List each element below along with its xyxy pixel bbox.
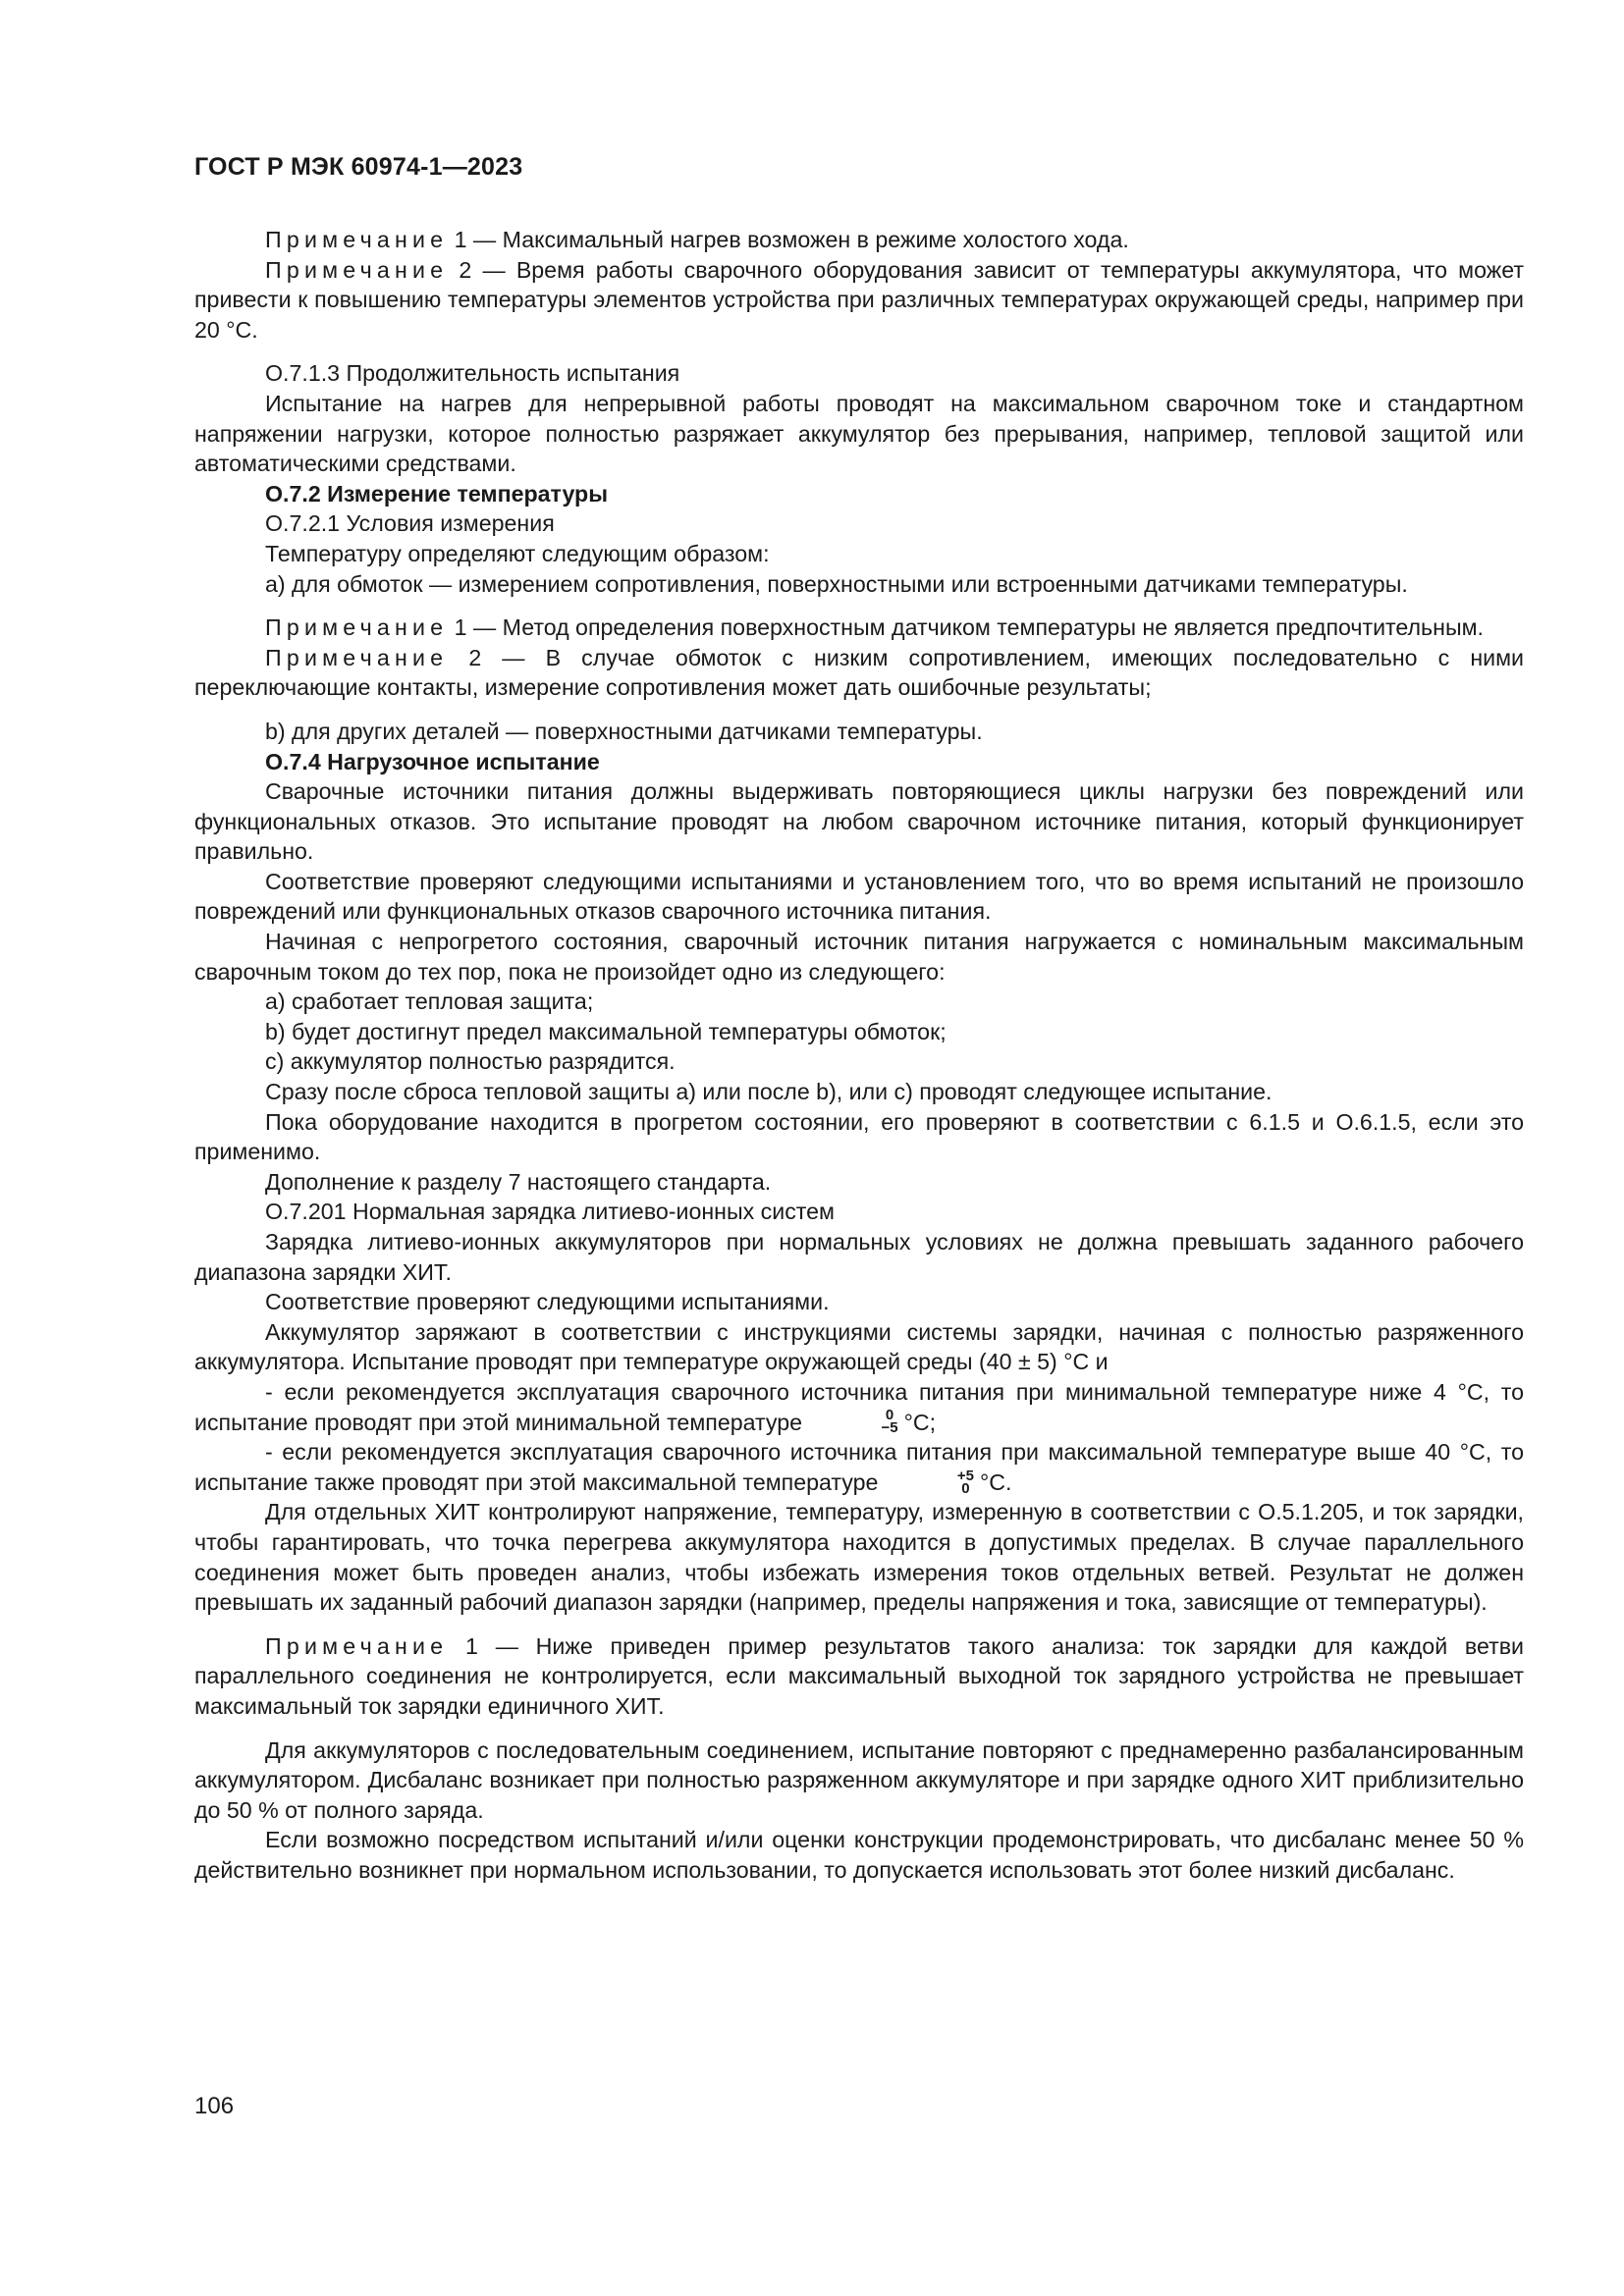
section-title: О.7.201 Нормальная зарядка литиево-ионных систем [265, 1199, 835, 1225]
paragraph: Для аккумуляторов с последовательным соединением, испытание повторяют с преднамеренно разбалансированным аккумулятором. Дисбаланс возникает при полностью разряженном аккумуляторе и при зарядке одного ХИТ приблизительно до 50 % от полного заряда. [194, 1736, 1524, 1823]
document-body [194, 225, 1524, 1885]
document-header: ГОСТ Р МЭК 60974-1—2023 [194, 153, 523, 181]
note-number: 2 — [459, 256, 516, 283]
list-item: а) для обмоток — измерением сопротивления, поверхностными или встроенными датчиками температуры. [265, 570, 1408, 597]
note-text: Ниже приведен пример результатов такого анализа: ток зарядки для каждой ветви параллельного соединения не контролируется, если максимальный выходной ток зарядного устройства не превышает максимальный ток зарядки единичного ХИТ. [194, 1632, 1525, 1719]
note-label: Примечание [265, 644, 449, 670]
note-text: В случае обмоток с низким сопротивлением, имеющих последовательно с ними переключающие контакты, измерение сопротивления может дать ошибочные результаты; [194, 644, 1524, 701]
dash-item [194, 1377, 1524, 1437]
note-text: Время работы сварочного оборудования зависит от температуры аккумулятора, что может привести к повышению температуры элементов устройства при различных температурах окружающей среды, например при 20 °С. [194, 256, 1524, 343]
tolerance-upper: 0 [885, 1407, 894, 1424]
page-number: 106 [194, 2093, 235, 2119]
tolerance-lower: 0 [961, 1479, 970, 1497]
list-item: b) будет достигнут предел максимальной температуры обмоток; [265, 1018, 947, 1044]
list-item: с) аккумулятор полностью разрядится. [265, 1048, 676, 1075]
note-label: Примечание [265, 256, 449, 283]
paragraph: Зарядка литиево-ионных аккумуляторов при нормальных условиях не должна превышать заданного рабочего диапазона зарядки ХИТ. [194, 1229, 1524, 1285]
paragraph: Аккумулятор заряжают в соответствии с инструкциями системы зарядки, начиная с полностью разряженного аккумулятора. Испытание проводят при температуре окружающей среды (40 ± 5) °С и [194, 1318, 1524, 1375]
note-paragraph [194, 643, 1524, 703]
list-item: а) сработает тепловая защита; [265, 988, 594, 1015]
paragraph: Пока оборудование находится в прогретом состоянии, его проверяют в соответствии с 6.1.5 и О.6.1.5, если это применимо. [194, 1108, 1524, 1165]
section-title: О.7.1.3 Продолжительность испытания [265, 360, 680, 387]
unit-text: °С; [903, 1409, 937, 1435]
note-text: Метод определения поверхностным датчиком температуры не является предпочтительным. [502, 614, 1484, 641]
dash-item-text: - если рекомендуется эксплуатация сварочного источника питания при минимальной температуре ниже 4 °С, то испытание проводят при этой минимальной температуре [194, 1378, 1524, 1435]
paragraph: Сварочные источники питания должны выдерживать повторяющиеся циклы нагрузки без повреждений или функциональных отказов. Это испытание проводят на любом сварочном источнике питания, который функционирует правильно. [194, 778, 1524, 865]
paragraph: Соответствие проверяют следующими испытаниями. [265, 1289, 830, 1315]
tolerance-lower: −5 [881, 1419, 898, 1437]
note-number: 1 — [454, 227, 503, 252]
note-text: Максимальный нагрев возможен в режиме холостого хода. [502, 227, 1129, 252]
note-label: Примечание [265, 614, 449, 641]
paragraph: Испытание на нагрев для непрерывной работы проводят на максимальном сварочном токе и стандартном напряжении нагрузки, которое полностью разряжает аккумулятор без прерывания, например, тепловой защитой или автоматическими средствами. [194, 390, 1524, 477]
note-paragraph [194, 225, 1524, 255]
section-heading: О.7.2 Измерение температуры [265, 480, 609, 507]
paragraph: Начиная с непрогретого состояния, сварочный источник питания нагружается с номинальным максимальным сварочным током до тех пор, пока не произойдет одно из следующего: [194, 929, 1524, 985]
section-heading: О.7.4 Нагрузочное испытание [265, 748, 600, 774]
note-paragraph [194, 1631, 1524, 1722]
subsection-title: О.7.2.1 Условия измерения [265, 510, 555, 537]
tolerance-upper: +5 [956, 1467, 974, 1484]
paragraph: Для отдельных ХИТ контролируют напряжение, температуру, измеренную в соответствии с О.5.1.205, и ток зарядки, чтобы гарантировать, что точка перегрева аккумулятора находится в допустимых пределах. В случае параллельного соединения может быть проведен анализ, чтобы избежать измерения токов отдельных ветвей. Результат не должен превышать их заданный рабочий диапазон зарядки (например, пределы напряжения и тока, зависящие от температуры). [194, 1499, 1524, 1616]
list-item: b) для других деталей — поверхностными датчиками температуры. [265, 718, 983, 744]
tolerance [810, 1407, 898, 1437]
paragraph: Сразу после сброса тепловой защиты а) или после b), или с) проводят следующее испытание. [265, 1079, 1272, 1105]
paragraph: Температуру определяют следующим образом: [265, 540, 770, 566]
tolerance [887, 1469, 974, 1495]
dash-item-text: - если рекомендуется эксплуатация сварочного источника питания при максимальной температуре выше 40 °С, то испытание также проводят при этой максимальной температуре [194, 1439, 1524, 1495]
unit-text: °С. [979, 1468, 1012, 1495]
dash-item [194, 1437, 1524, 1497]
note-label: Примечание [265, 1632, 449, 1659]
note-number: 1 — [465, 1632, 536, 1659]
note-number: 2 — [468, 644, 546, 670]
note-paragraph [194, 613, 1524, 643]
paragraph: Дополнение к разделу 7 настоящего стандарта. [265, 1168, 772, 1195]
note-label: Примечание [265, 227, 449, 252]
paragraph: Соответствие проверяют следующими испытаниями и установлением того, что во время испытаний не произошло повреждений или функциональных отказов сварочного источника питания. [194, 868, 1524, 925]
note-number: 1 — [454, 614, 503, 641]
note-paragraph [194, 255, 1524, 346]
paragraph: Если возможно посредством испытаний и/или оценки конструкции продемонстрировать, что дисбаланс менее 50 % действительно возникнет при нормальном использовании, то допускается использовать этот более низкий дисбаланс. [194, 1827, 1524, 1883]
